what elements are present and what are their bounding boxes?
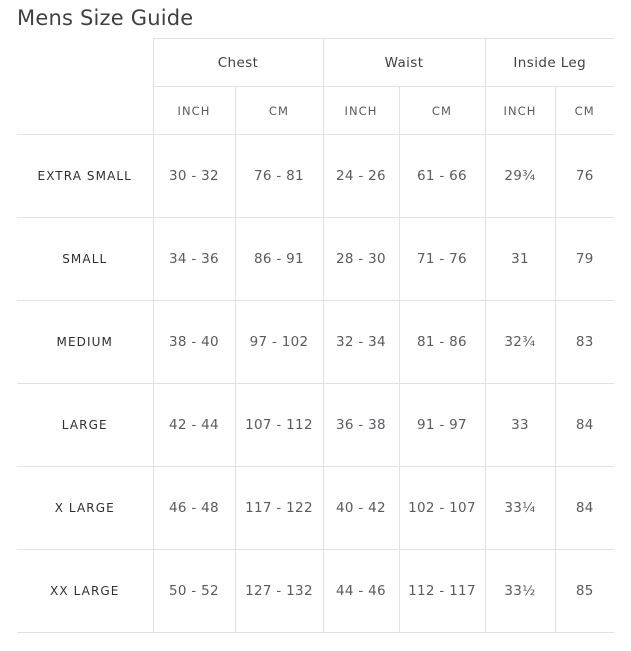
cell-leg-inch: 29¾	[485, 135, 555, 218]
cell-chest-inch: 46 - 48	[153, 467, 235, 550]
cell-waist-cm: 61 - 66	[399, 135, 485, 218]
unit-header-chest-inch: INCH	[153, 87, 235, 135]
cell-leg-inch: 33¼	[485, 467, 555, 550]
unit-header-waist-inch: INCH	[323, 87, 399, 135]
row-size-label: SMALL	[17, 218, 153, 301]
cell-chest-cm: 86 - 91	[235, 218, 323, 301]
cell-chest-cm: 117 - 122	[235, 467, 323, 550]
table-row	[17, 218, 614, 301]
cell-leg-inch: 32¾	[485, 301, 555, 384]
cell-leg-cm: 85	[555, 550, 614, 633]
cell-chest-inch: 42 - 44	[153, 384, 235, 467]
cell-leg-inch: 31	[485, 218, 555, 301]
cell-waist-cm: 102 - 107	[399, 467, 485, 550]
group-header-blank	[17, 39, 153, 87]
cell-chest-cm: 107 - 112	[235, 384, 323, 467]
unit-header-blank	[17, 87, 153, 135]
cell-leg-cm: 84	[555, 467, 614, 550]
cell-chest-inch: 34 - 36	[153, 218, 235, 301]
row-size-label: EXTRA SMALL	[17, 135, 153, 218]
cell-waist-inch: 36 - 38	[323, 384, 399, 467]
group-header-chest: Chest	[153, 39, 323, 87]
row-size-label: MEDIUM	[17, 301, 153, 384]
cell-waist-inch: 32 - 34	[323, 301, 399, 384]
group-header-waist: Waist	[323, 39, 485, 87]
page-title: Mens Size Guide	[17, 6, 194, 30]
group-header-inside-leg: Inside Leg	[485, 39, 614, 87]
cell-waist-inch: 44 - 46	[323, 550, 399, 633]
table-row	[17, 550, 614, 633]
cell-waist-cm: 112 - 117	[399, 550, 485, 633]
table-group-header-row	[17, 39, 614, 87]
cell-leg-cm: 83	[555, 301, 614, 384]
table-row	[17, 384, 614, 467]
cell-chest-inch: 38 - 40	[153, 301, 235, 384]
cell-chest-inch: 50 - 52	[153, 550, 235, 633]
cell-leg-cm: 79	[555, 218, 614, 301]
cell-chest-cm: 127 - 132	[235, 550, 323, 633]
row-size-label: X LARGE	[17, 467, 153, 550]
cell-waist-cm: 81 - 86	[399, 301, 485, 384]
cell-waist-cm: 71 - 76	[399, 218, 485, 301]
cell-chest-cm: 97 - 102	[235, 301, 323, 384]
row-size-label: XX LARGE	[17, 550, 153, 633]
cell-leg-inch: 33	[485, 384, 555, 467]
table-row	[17, 301, 614, 384]
cell-chest-inch: 30 - 32	[153, 135, 235, 218]
cell-leg-cm: 84	[555, 384, 614, 467]
cell-waist-inch: 28 - 30	[323, 218, 399, 301]
unit-header-waist-cm: CM	[399, 87, 485, 135]
unit-header-leg-cm: CM	[555, 87, 614, 135]
row-size-label: LARGE	[17, 384, 153, 467]
cell-leg-inch: 33½	[485, 550, 555, 633]
cell-chest-cm: 76 - 81	[235, 135, 323, 218]
size-guide-table	[17, 38, 614, 633]
cell-waist-inch: 24 - 26	[323, 135, 399, 218]
cell-waist-cm: 91 - 97	[399, 384, 485, 467]
unit-header-chest-cm: CM	[235, 87, 323, 135]
cell-waist-inch: 40 - 42	[323, 467, 399, 550]
unit-header-leg-inch: INCH	[485, 87, 555, 135]
table-row	[17, 467, 614, 550]
table-unit-header-row	[17, 87, 614, 135]
cell-leg-cm: 76	[555, 135, 614, 218]
table-row	[17, 135, 614, 218]
